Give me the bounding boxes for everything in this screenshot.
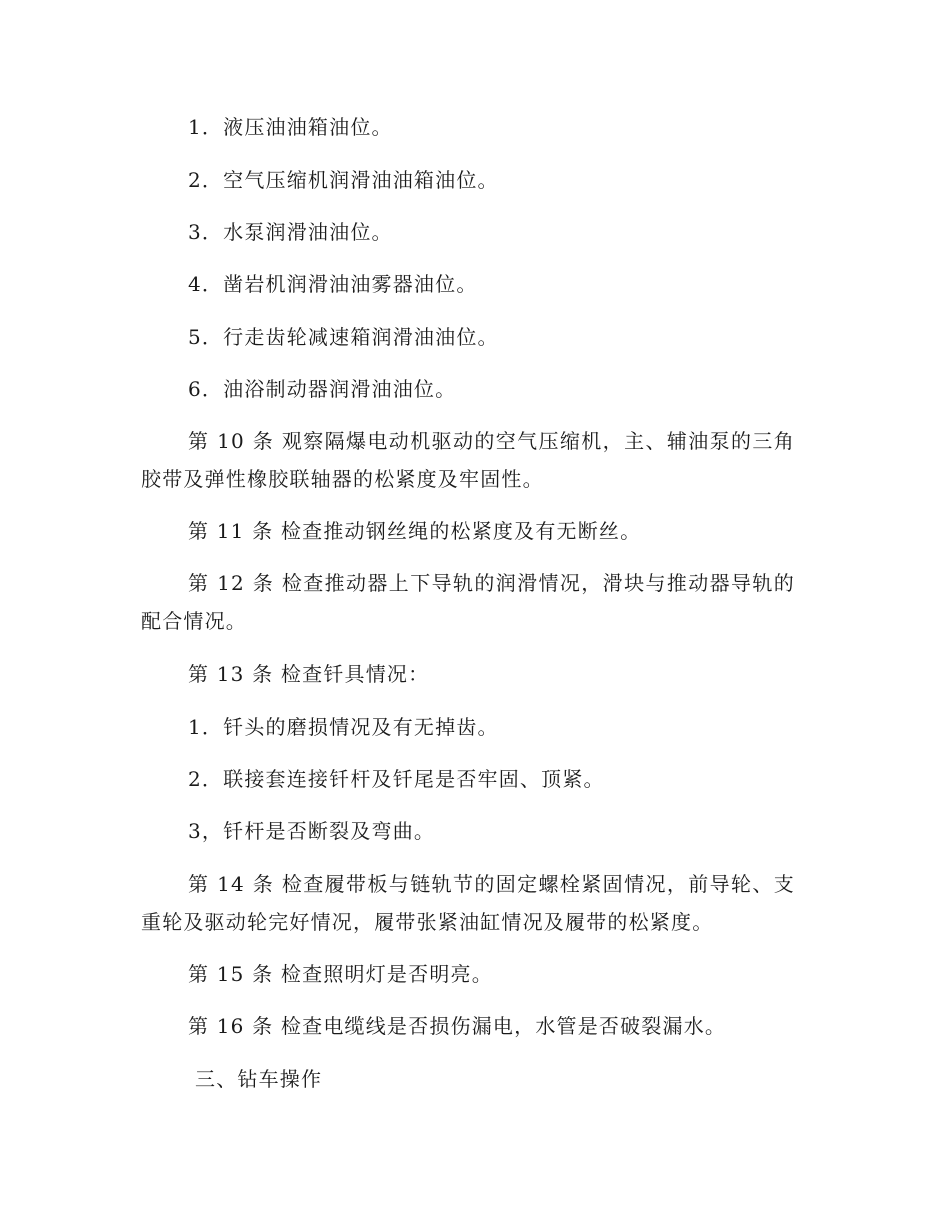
article-15: 第 15 条 检查照明灯是否明亮。 (188, 962, 493, 986)
article-13: 第 13 条 检查钎具情况： (188, 662, 430, 686)
article-12: 第 12 条 检查推动器上下导轨的润滑情况，滑块与推动器导轨的配合情况。 (141, 571, 795, 633)
section-heading: 三、钻车操作 (195, 1067, 323, 1091)
list-item: 6．油浴制动器润滑油油位。 (188, 377, 457, 401)
list-item: 5．行走齿轮减速箱润滑油油位。 (188, 325, 499, 349)
list-item: 4．凿岩机润滑油油雾器油位。 (188, 272, 478, 296)
list-item: 2．空气压缩机润滑油油箱油位。 (188, 168, 499, 192)
list-item: 2．联接套连接钎杆及钎尾是否牢固、顶紧。 (188, 767, 605, 791)
article-14: 第 14 条 检查履带板与链轨节的固定螺栓紧固情况，前导轮、支重轮及驱动轮完好情况，履带张紧油缸情况及履带的松紧度。 (141, 872, 795, 934)
article-11: 第 11 条 检查推动钢丝绳的松紧度及有无断丝。 (188, 519, 642, 543)
list-item: 3．水泵润滑油油位。 (188, 220, 393, 244)
list-item: 3，钎杆是否断裂及弯曲。 (188, 819, 436, 843)
article-10: 第 10 条 观察隔爆电动机驱动的空气压缩机，主、辅油泵的三角胶带及弹性橡胶联轴器的松紧度及牢固性。 (141, 429, 795, 491)
list-item: 1．液压油油箱油位。 (188, 115, 393, 139)
list-item: 1．钎头的磨损情况及有无掉齿。 (188, 715, 499, 739)
article-16: 第 16 条 检查电缆线是否损伤漏电，水管是否破裂漏水。 (188, 1014, 727, 1038)
